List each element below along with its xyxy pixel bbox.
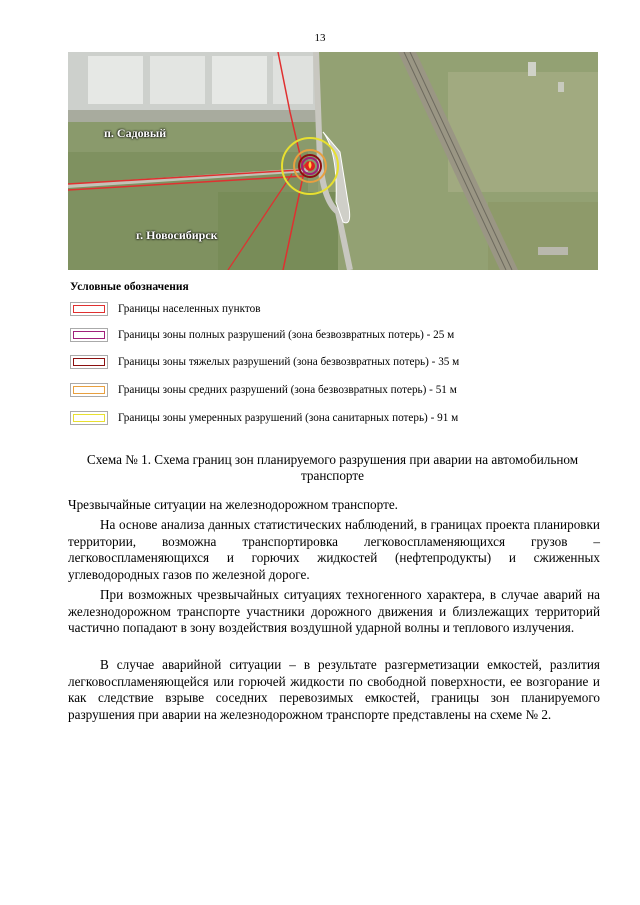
legend-label: Границы зоны полных разрушений (зона безвозвратных потерь) - 25 м [118,329,455,341]
paragraph: При возможных чрезвычайных ситуациях техногенного характера, в случае аварий на железнодорожном транспорте участники дорожного движения и близлежащих территорий частично попадают в зону воздействия воздушной ударной волны и теплового излучения. [68,587,600,636]
map-label-sadovy: п. Садовый [104,126,167,140]
legend-item-zone-35 [70,354,459,370]
legend-swatch [70,328,108,342]
legend-item-zone-51 [70,382,457,398]
legend-item-zone-91 [70,410,458,426]
paragraph-heading: Чрезвычайные ситуации на железнодорожном транспорте. [68,497,398,512]
legend-title: Условные обозначения [70,281,189,293]
legend-swatch [70,411,108,425]
figure-caption: Схема № 1. Схема границ зон планируемого разрушения при аварии на автомобильном транспорте [86,452,579,483]
legend-swatch [70,355,108,369]
page-number: 13 [314,32,326,44]
legend-item-settlement [70,301,261,317]
legend-label: Границы зоны средних разрушений (зона безвозвратных потерь) - 51 м [118,384,457,396]
paragraph: На основе анализа данных статистических наблюдений, в границах проекта планировки территории, возможна транспортировка легковоспламеняющихся грузов – легковоспламеняющихся и горючих жидкостей (нефтепродукты) и сжиженных углеводородных газов по железной дороге. [68,517,600,582]
legend-label: Границы зоны тяжелых разрушений (зона безвозвратных потерь) - 35 м [118,356,460,368]
map-label-novosibirsk: г. Новосибирск [136,228,218,242]
legend-item-zone-25 [70,327,454,343]
legend-label: Границы населенных пунктов [118,303,261,315]
legend-swatch [70,383,108,397]
satellite-map [68,52,598,270]
paragraph: В случае аварийной ситуации – в результате разгерметизации емкостей, разлития легковоспламеняющейся или горючей жидкости по свободной поверхности, ее возгорание и как следствие взрыве соседних перевозимых емкостей, границы зон планируемого разрушения при аварии на железнодорожном транспорте представлены на схеме № 2. [68,657,600,722]
legend-swatch [70,302,108,316]
legend-label: Границы зоны умеренных разрушений (зона санитарных потерь) - 91 м [118,412,459,424]
